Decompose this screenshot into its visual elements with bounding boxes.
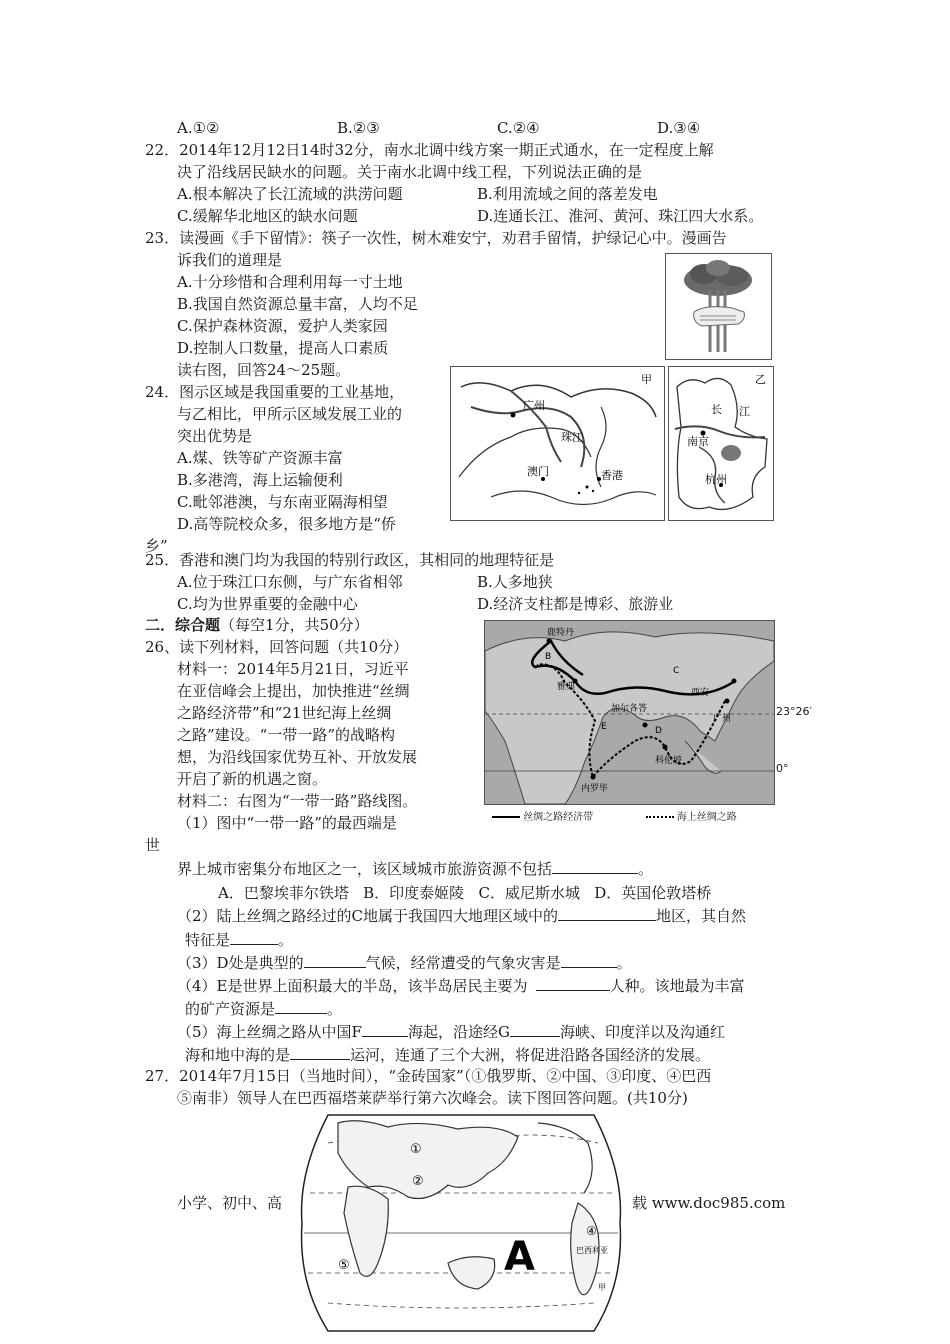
q26-part2-line2 (185, 930, 293, 950)
q27-stem-line2: ⑤南非）领导人在巴西福塔莱萨举行第六次峰会。读下图回答问题。(共10分) (177, 1089, 688, 1107)
q26-part5-text-e: 运河，连通了三个大洲，将促进沿路各国经济的发展。 (350, 1046, 711, 1064)
q21-option-b: B.②③ (337, 119, 380, 137)
answer-blank[interactable] (304, 953, 366, 968)
cartoon-image (665, 253, 772, 360)
q27-stem-line1: 27．2014年7月15日（当地时间），“金砖国家”（①俄罗斯、②中国、③印度、④巴西 (145, 1067, 712, 1085)
world-map-marker-2: ② (412, 1174, 424, 1189)
world-map-marker-4: ④ (586, 1224, 597, 1238)
answer-blank[interactable] (561, 953, 617, 968)
map-jia-pearl-river-delta (450, 366, 665, 521)
q26-part4-text-a: （4）E是世界上面积最大的半岛，该半岛居民主要为 (177, 977, 528, 995)
q25-stem: 25．香港和澳门均为我国的特别行政区，其相同的地理特征是 (145, 551, 555, 569)
q24-stem-line1: 24．图示区域是我国重要的工业基地， (145, 383, 405, 401)
map-route-xian: 西安 (691, 688, 710, 698)
answer-blank[interactable] (510, 1022, 560, 1037)
q26-part2-line1 (177, 906, 746, 926)
q26-material1-line3: 之路经济带”和“21世纪海上丝绸 (177, 704, 392, 722)
q23-stem-line2: 诉我们的道理是 (177, 251, 283, 269)
world-map (298, 1113, 624, 1333)
map-route-guangzhou: 广州 (713, 714, 732, 724)
q26-part4-text-d: 。 (327, 1000, 343, 1018)
q22-option-a: A.根本解决了长江流域的洪涝问题 (177, 185, 403, 203)
q24-25-read-instruction: 读右图，回答24～25题。 (177, 361, 351, 379)
q26-part1-line1: （1）图中“一带一路”的最西端是 (177, 814, 397, 832)
q23-option-c: C.保护森林资源，爱护人类家园 (177, 317, 388, 335)
q26-part2-text-c: 特征是 (185, 931, 231, 949)
map-route-lat-tropic: 23°26′ (776, 705, 812, 718)
q26-part5-text-c: 海峡、印度洋以及沟通红 (559, 1023, 725, 1041)
legend-solid-line (492, 816, 520, 818)
map-yi-chang: 长 (711, 403, 722, 416)
q26-material1-line6: 开启了新的机遇之窗。 (177, 770, 328, 788)
answer-blank[interactable] (290, 1045, 350, 1060)
world-map-big-a: A (504, 1234, 535, 1280)
map-route-lat-zero: 0° (776, 762, 789, 775)
map-jia-guangzhou: 广州 (523, 399, 545, 412)
q26-part3-text-b: 气候，经常遭受的气象灾害是 (365, 954, 561, 972)
q26-part5-line2 (185, 1045, 710, 1065)
q24-stem-line3: 突出优势是 (177, 427, 253, 445)
q26-part5-text-b: 海起，沿途经G (407, 1023, 510, 1041)
q24-option-d-line2: 乡” (145, 537, 168, 555)
map-jia-zhujiang: 珠江 (561, 431, 583, 444)
q26-part2-text-d: 。 (278, 931, 294, 949)
q23-option-a: A.十分珍惜和合理利用每一寸土地 (177, 273, 403, 291)
map-yi-jiang: 江 (739, 405, 750, 418)
q22-stem-line1: 22．2014年12月12日14时32分，南水北调中线方案一期正式通水，在一定程度上解 (145, 141, 714, 159)
world-map-jia: 甲 (598, 1283, 606, 1292)
legend-dotted-line (646, 816, 674, 818)
map-route-colombo: 科伦坡 (655, 756, 683, 766)
q26-part1-options: A．巴黎埃菲尔铁塔 B．印度泰姬陵 C．威尼斯水城 D．英国伦敦塔桥 (218, 884, 712, 902)
q24-option-a: A.煤、铁等矿产资源丰富 (177, 449, 343, 467)
answer-blank[interactable] (536, 976, 610, 991)
map-route-d: D (655, 726, 662, 736)
map-route-athens: 雅典 (557, 682, 576, 692)
section-2-heading (145, 615, 369, 635)
q24-option-c: C.毗邻港澳，与东南亚隔海相望 (177, 493, 388, 511)
map-yi-yangtze-delta (668, 366, 774, 521)
map-yi-label: 乙 (755, 373, 766, 386)
q25-option-a: A.位于珠江口东侧，与广东省相邻 (177, 573, 403, 591)
q24-option-b: B.多港湾，海上运输便利 (177, 471, 343, 489)
map-route-b: B (545, 652, 552, 662)
answer-blank[interactable] (558, 906, 656, 921)
q25-option-c: C.均为世界重要的金融中心 (177, 595, 358, 613)
map-route-nairobi: 内罗毕 (581, 784, 609, 794)
q26-part1-wrap: 世 (145, 836, 161, 854)
belt-and-road-map (484, 620, 775, 805)
footer-left: 小学、初中、高 (177, 1194, 283, 1212)
world-map-marker-5: ⑤ (338, 1258, 350, 1273)
section-2-number: 二． (145, 616, 176, 634)
legend-sea-label: 海上丝绸之路 (676, 812, 737, 823)
q23-option-d: D.控制人口数量，提高人口素质 (177, 339, 389, 357)
q22-option-b: B.利用流域之间的落差发电 (477, 185, 658, 203)
q26-part3-text-a: （3）D处是典型的 (177, 954, 304, 972)
q21-options (177, 118, 817, 138)
section-2-title: 综合题 (175, 616, 221, 634)
map-route-kolkata: 加尔各答 (611, 704, 648, 714)
q26-material1-line2: 在亚信峰会上提出，加快推进“丝绸 (177, 682, 410, 700)
map-jia-aomen: 澳门 (527, 465, 549, 478)
q26-part4-text-c: 的矿产资源是 (185, 1000, 276, 1018)
q26-part5-text-d: 海和地中海的是 (185, 1046, 291, 1064)
q26-part1-text: 界上城市密集分布地区之一，该区域城市旅游资源不包括 (177, 860, 553, 878)
map-route-e: E (601, 722, 607, 732)
q26-part4-line2 (185, 999, 342, 1019)
q26-stem: 26、读下列材料，回答问题（共10分） (145, 638, 409, 656)
map-yi-nanjing: 南京 (687, 435, 709, 448)
q26-material1-line1: 材料一：2014年5月21日，习近平 (177, 660, 409, 678)
q26-part1-end: 。 (638, 860, 654, 878)
q22-option-c: C.缓解华北地区的缺水问题 (177, 207, 358, 225)
world-map-marker-1: ① (410, 1142, 422, 1157)
q21-option-d: D.③④ (657, 119, 701, 137)
answer-blank[interactable] (275, 999, 327, 1014)
q26-part1-line2 (177, 859, 653, 879)
q22-stem-line2: 决了沿线居民缺水的问题。关于南水北调中线工程，下列说法正确的是 (177, 163, 643, 181)
section-2-note: （每空1分，共50分） (220, 616, 369, 634)
answer-blank[interactable] (230, 930, 278, 945)
q26-part2-text-a: （2）陆上丝绸之路经过的C地属于我国四大地理区域中的 (177, 907, 559, 925)
q26-part5-text-a: （5）海上丝绸之路从中国F (177, 1023, 362, 1041)
q26-part4-line1 (177, 976, 745, 996)
q26-material2: 材料二：右图为“一带一路”路线图。 (177, 792, 418, 810)
answer-blank[interactable] (362, 1022, 408, 1037)
q26-part3 (177, 953, 632, 973)
q24-stem-line2: 与乙相比，甲所示区域发展工业的 (177, 405, 403, 423)
q21-option-c: C.②④ (497, 119, 540, 137)
map-route-c: C (673, 666, 680, 676)
q26-material1-line5: 想，为沿线国家优势互补、开放发展 (177, 748, 418, 766)
q26-part5-line1 (177, 1022, 725, 1042)
cartoon-tree-hand-illustration (666, 254, 771, 359)
q25-option-b: B.人多地狭 (477, 573, 553, 591)
map-route-legend (492, 808, 737, 828)
q24-option-d-line1: D.高等院校众多，很多地方是“侨 (177, 515, 396, 533)
q21-option-a: A.①② (177, 119, 220, 137)
q26-part4-text-b: 人种。该地最为丰富 (609, 977, 745, 995)
map-jia-xianggang: 香港 (601, 469, 623, 482)
legend-land-label: 丝绸之路经济带 (523, 812, 594, 823)
map-route-rotterdam: 鹿特丹 (547, 628, 575, 638)
q26-part2-text-b: 地区，其自然 (656, 907, 747, 925)
q25-option-d: D.经济支柱都是博彩、旅游业 (477, 595, 674, 613)
q26-part3-text-c: 。 (616, 954, 632, 972)
map-jia-label: 甲 (641, 373, 652, 386)
q26-material1-line4: 之路”建设。“一带一路”的战略构 (177, 726, 396, 744)
map-yi-hangzhou: 杭州 (705, 473, 727, 486)
q23-stem-line1: 23．读漫画《手下留情》：筷子一次性，树木难安宁，劝君手留情，护绿记心中。漫画告 (145, 229, 727, 247)
world-map-brasilia: 巴西利亚 (576, 1246, 608, 1255)
answer-blank[interactable] (552, 859, 638, 874)
q22-option-d: D.连通长江、淮河、黄河、珠江四大水系。 (477, 207, 764, 225)
q23-option-b: B.我国自然资源总量丰富，人均不足 (177, 295, 418, 313)
footer-right: 载 www.doc985.com (632, 1194, 786, 1212)
